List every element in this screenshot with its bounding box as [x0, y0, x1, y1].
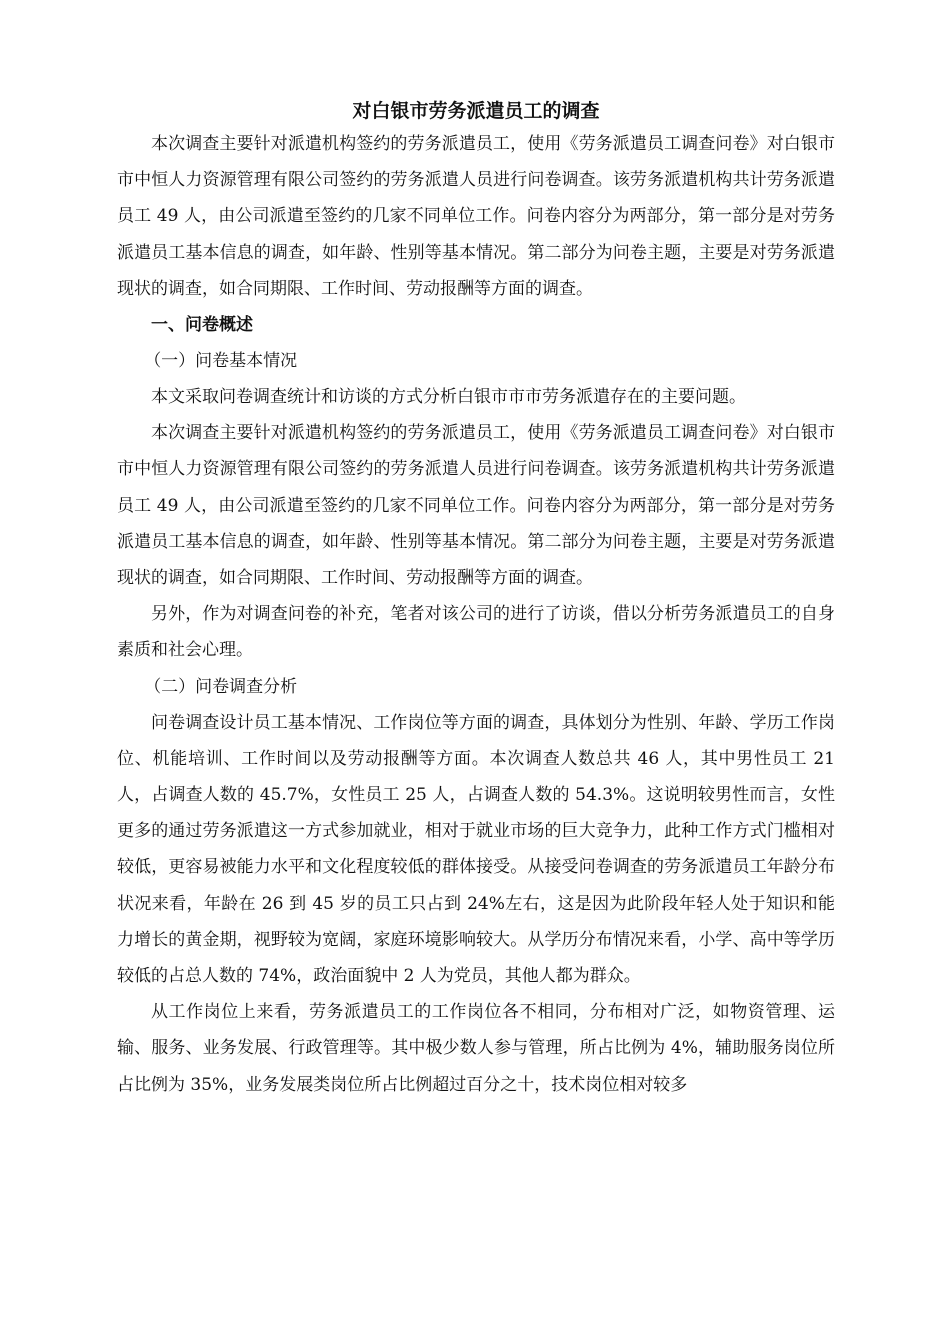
demographics-paragraph: 问卷调查设计员工基本情况、工作岗位等方面的调查，具体划分为性别、年龄、学历工作岗位、机能培训、工作时间以及劳动报酬等方面。本次调查人数总共 46 人，其中男性员工 21 人，占调查人数的 45.7%，女性员工 25 人，占调查人数的 54.3%。这说明较男性而言，女性更多的通过劳务派遣这一方式参加就业，相对于就业市场的巨大竞争力，此种工作方式门槛相对较低，更容易被能力水平和文化程度较低的群体接受。从接受问卷调查的劳务派遣员工年龄分布状况来看，年龄在 26 到 45 岁的员工只占到 24%左右，这是因为此阶段年轻人处于知识和能力增长的黄金期，视野较为宽阔，家庭环境影响较大。从学历分布情况来看，小学、高中等学历较低的占总人数的 74%，政治面貌中 2 人为党员，其他人都为群众。: [117, 712, 835, 987]
subsection-heading-analysis: （二）问卷调查分析: [144, 676, 298, 697]
survey-scope-paragraph: 本次调查主要针对派遣机构签约的劳务派遣员工，使用《劳务派遣员工调查问卷》对白银市市中恒人力资源管理有限公司签约的劳务派遣人员进行问卷调查。该劳务派遣机构共计劳务派遣员工 49 人，由公司派遣至签约的几家不同单位工作。问卷内容分为两部分，第一部分是对劳务派遣员工基本信息的调查，如年龄、性别等基本情况。第二部分为问卷主题，主要是对劳务派遣现状的调查，如合同期限、工作时间、劳动报酬等方面的调查。: [117, 423, 835, 589]
subsection-heading-basic-info: （一）问卷基本情况: [144, 351, 298, 372]
intro-paragraph: 本次调查主要针对派遣机构签约的劳务派遣员工，使用《劳务派遣员工调查问卷》对白银市市中恒人力资源管理有限公司签约的劳务派遣人员进行问卷调查。该劳务派遣机构共计劳务派遣员工 49 人，由公司派遣至签约的几家不同单位工作。问卷内容分为两部分，第一部分是对劳务派遣员工基本信息的调查，如年龄、性别等基本情况。第二部分为问卷主题，主要是对劳务派遣现状的调查，如合同期限、工作时间、劳动报酬等方面的调查。: [117, 134, 835, 299]
document-page: [117, 96, 835, 1103]
interview-paragraph: 另外，作为对调查问卷的补充，笔者对该公司的进行了访谈，借以分析劳务派遣员工的自身素质和社会心理。: [117, 604, 835, 661]
section-heading-overview: 一、问卷概述: [151, 315, 253, 336]
method-paragraph: 本文采取问卷调查统计和访谈的方式分析白银市市市劳务派遣存在的主要问题。: [151, 387, 746, 408]
document-title: 对白银市劳务派遣员工的调查: [352, 100, 600, 122]
job-positions-paragraph: 从工作岗位上来看，劳务派遣员工的工作岗位各不相同，分布相对广泛，如物资管理、运输、服务、业务发展、行政管理等。其中极少数人参与管理，所占比例为 4%，辅助服务岗位所占比例为 35%，业务发展类岗位所占比例超过百分之十，技术岗位相对较多: [117, 1002, 835, 1095]
